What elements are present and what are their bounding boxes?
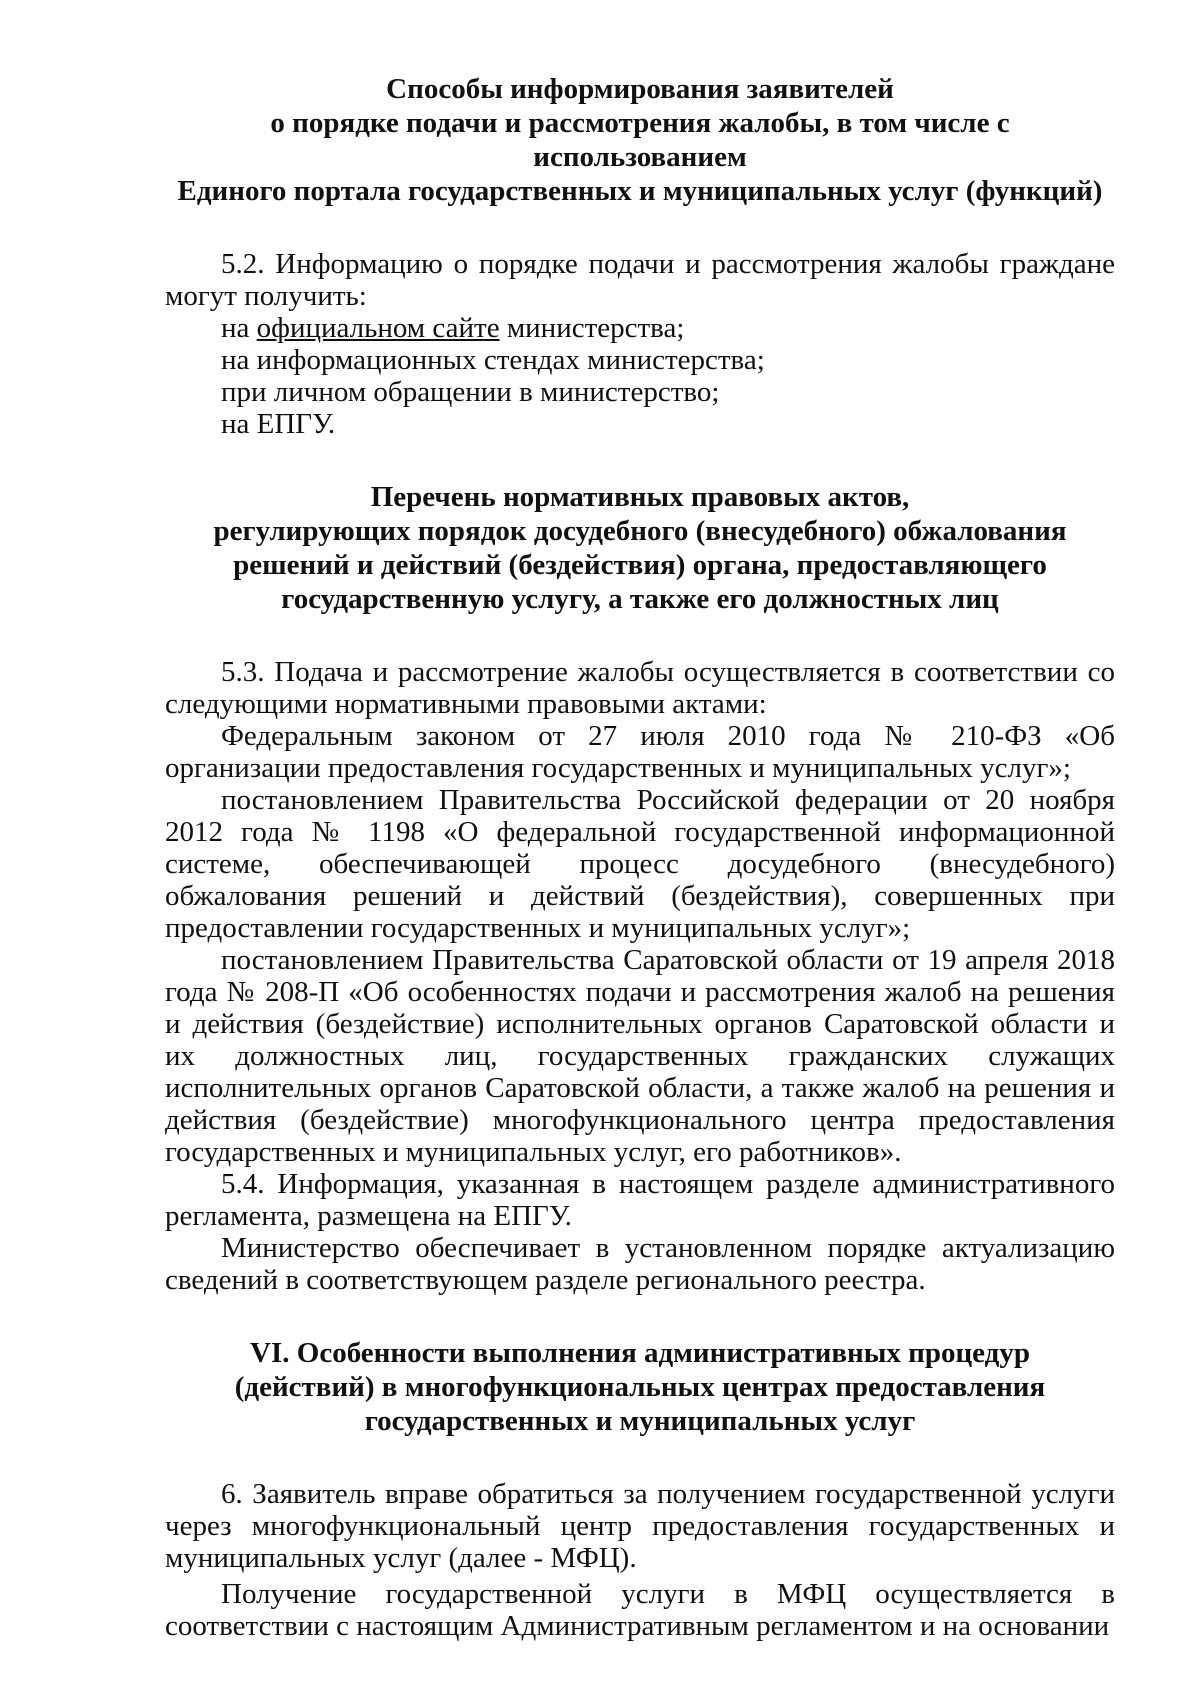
- paragraph-mfc-receipt: Получение государственной услуги в МФЦ осуществляется в соответствии с настоящим Административным регламентом и на основании: [165, 1578, 1115, 1642]
- heading-line: Единого портала государственных и муниципальных услуг (функций): [177, 175, 1103, 207]
- heading-line: решений и действий (бездействия) органа, предоставляющего: [233, 549, 1047, 581]
- list-item-info-stands: на информационных стендах министерства;: [221, 344, 765, 376]
- paragraph-act-saratov-decree: постановлением Правительства Саратовской области от 19 апреля 2018 года № 208-П «Об особенностях подачи и рассмотрения жалоб на решения и действия (бездействие) исполнительных органов Саратовской области и их должностных лиц, государственных гражданских служащих исполнительных органов Саратовской области, а также жалоб на решения и действия (бездействие) многофункционального центра предоставления государственных и муниципальных услуг, его работников».: [165, 944, 1115, 1168]
- paragraph-act-federal-law: Федеральным законом от 27 июля 2010 года № 210-ФЗ «Об организации предоставления государственных и муниципальных услуг»;: [165, 720, 1115, 784]
- list-item-official-site: [165, 312, 1115, 344]
- heading-line: государственную услугу, а также его должностных лиц: [281, 583, 999, 615]
- list-item-personal-visit: при личном обращении в министерство;: [221, 376, 720, 408]
- paragraph-6: 6. Заявитель вправе обратиться за получением государственной услуги через многофункциональный центр предоставления государственных и муниципальных услуг (далее - МФЦ).: [165, 1478, 1115, 1574]
- heading-line: VI. Особенности выполнения административных процедур: [250, 1337, 1030, 1369]
- heading-informing-methods: [165, 72, 1115, 208]
- heading-legal-acts: [165, 480, 1115, 616]
- heading-line: регулирующих порядок досудебного (внесудебного) обжалования: [213, 515, 1067, 547]
- list-item-prefix: на: [221, 312, 257, 344]
- list-item-suffix: министерства;: [499, 312, 685, 344]
- paragraph-5-2: 5.2. Информацию о порядке подачи и рассмотрения жалобы граждане могут получить:: [165, 248, 1115, 312]
- heading-section-vi: [165, 1336, 1115, 1438]
- official-site-link[interactable]: официальном сайте: [256, 312, 500, 344]
- heading-line: (действий) в многофункциональных центрах предоставления: [234, 1371, 1046, 1403]
- list-item-epgu: на ЕПГУ.: [221, 408, 336, 440]
- heading-line: Перечень нормативных правовых актов,: [370, 481, 910, 513]
- paragraph-ministry-updates: Министерство обеспечивает в установленном порядке актуализацию сведений в соответствующем разделе регионального реестра.: [165, 1232, 1115, 1296]
- heading-line: государственных и муниципальных услуг: [364, 1405, 916, 1437]
- paragraph-5-3: 5.3. Подача и рассмотрение жалобы осуществляется в соответствии со следующими нормативными правовыми актами:: [165, 656, 1115, 720]
- document-content: [165, 72, 1115, 1642]
- heading-line: о порядке подачи и рассмотрения жалобы, в том числе с использованием: [270, 107, 1010, 173]
- paragraph-5-4: 5.4. Информация, указанная в настоящем разделе административного регламента, размещена на ЕПГУ.: [165, 1168, 1115, 1232]
- heading-line: Способы информирования заявителей: [386, 73, 894, 105]
- paragraph-act-rf-decree: постановлением Правительства Российской федерации от 20 ноября 2012 года № 1198 «О федеральной государственной информационной системе, обеспечивающей процесс досудебного (внесудебного) обжалования решений и действий (бездействия), совершенных при предоставлении государственных и муниципальных услуг»;: [165, 784, 1115, 944]
